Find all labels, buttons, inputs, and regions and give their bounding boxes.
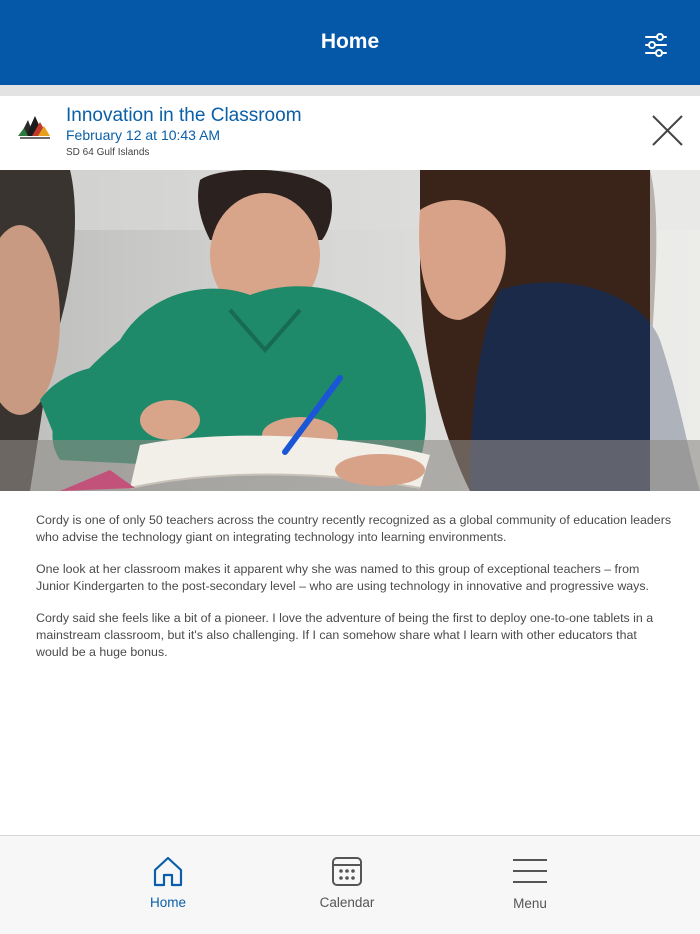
tab-home[interactable]: [108, 836, 228, 934]
article-paragraph: One look at her classroom makes it apparent why she was named to this group of exceptional teachers – from Junior Kindergarten to the post-secondary level – who are using technology in innovative and progressive ways.: [36, 562, 650, 593]
app-header: [0, 0, 700, 85]
article-body: [36, 512, 672, 676]
calendar-icon: [331, 855, 363, 887]
post-title[interactable]: Innovation in the Classroom: [66, 105, 302, 126]
close-icon: [651, 114, 684, 147]
tab-calendar-label: Calendar: [319, 895, 375, 910]
article-photo: [0, 170, 700, 491]
bottom-tab-bar: [0, 835, 700, 934]
tab-calendar[interactable]: [287, 836, 407, 934]
hamburger-menu-icon: [512, 857, 548, 887]
tab-menu[interactable]: [470, 836, 590, 934]
post-source: SD 64 Gulf Islands: [66, 147, 150, 158]
classroom-photo: [0, 170, 700, 491]
home-icon: [152, 855, 184, 887]
tab-home-label: Home: [149, 895, 186, 910]
close-button[interactable]: [651, 114, 684, 147]
page-title: Home: [320, 30, 380, 53]
sliders-icon: [642, 32, 670, 58]
article-paragraph: Cordy said she feels like a bit of a pioneer. I love the adventure of being the first to deploy one-to-one tablets in a mainstream classroom, but it's also challenging. If I can somehow share what I learn with other educators that would be a huge bonus.: [36, 611, 654, 659]
filter-button[interactable]: [642, 32, 670, 58]
district-logo: [18, 114, 52, 140]
tab-menu-label: Menu: [513, 896, 547, 911]
post-date: February 12 at 10:43 AM: [66, 127, 221, 143]
header-divider: [0, 85, 700, 96]
post-header: [0, 96, 700, 170]
article-paragraph: Cordy is one of only 50 teachers across the country recently recognized as a global community of education leaders who advise the technology giant on integrating technology into learning environments.: [36, 513, 672, 544]
